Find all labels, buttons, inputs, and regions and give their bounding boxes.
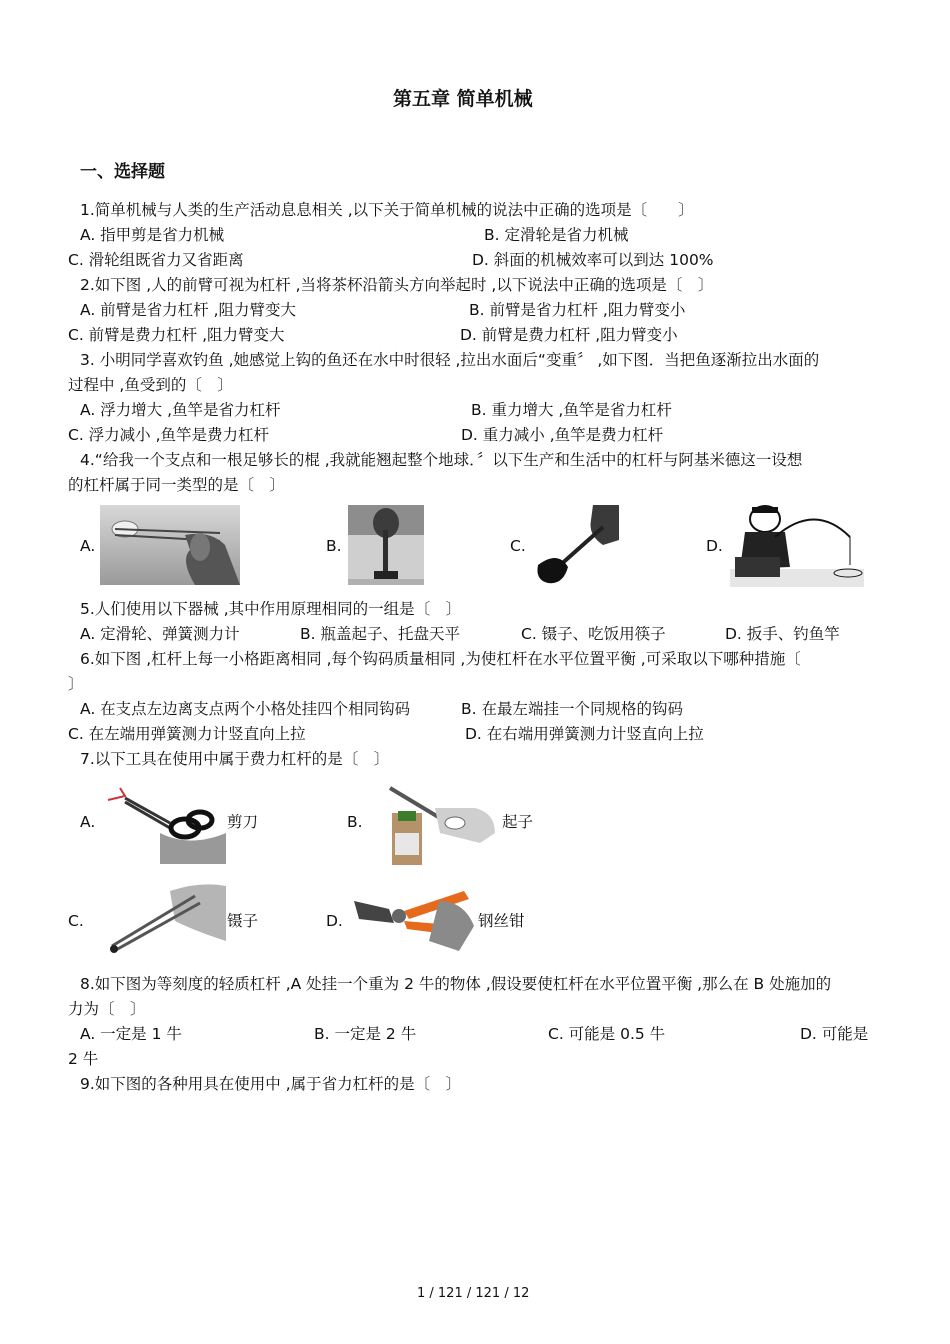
question-6-option-c: C. 在左端用弹簧测力计竖直向上拉 (68, 725, 306, 743)
question-2-option-d: D. 前臂是费力杠杆 ,阻力臂变小 (460, 326, 678, 344)
question-1-stem: 1.简单机械与人类的生产活动息息相关 ,以下关于简单机械的说法中正确的选项是〔 〕 (80, 201, 694, 219)
question-8-option-d: D. 可能是 (800, 1025, 869, 1043)
question-7-option-c-name: 镊子 (227, 912, 259, 930)
question-7-option-d-name: 钢丝钳 (478, 912, 525, 930)
question-1-option-d: D. 斜面的机械效率可以到达 100% (472, 251, 714, 269)
question-3-option-b: B. 重力增大 ,鱼竿是省力杠杆 (471, 401, 672, 419)
question-6-option-d: D. 在右端用弹簧测力计竖直向上拉 (465, 725, 704, 743)
question-3-stem: 3. 小明同学喜欢钓鱼 ,她感觉上钩的鱼还在水中时很轻 ,拉出水面后“变重〞 ,如下图．当把鱼逐渐拉出水面的 (80, 351, 820, 369)
broom-image (533, 505, 619, 585)
page-title: 第五章 简单机械 (393, 88, 533, 110)
question-5-option-c: C. 镊子、吃饭用筷子 (521, 625, 666, 643)
hammer-image (348, 505, 424, 585)
question-6-stem-cont: 〕 (68, 675, 84, 693)
question-9-stem: 9.如下图的各种用具在使用中 ,属于省力杠杆的是〔 〕 (80, 1075, 462, 1093)
tweezers-image (100, 881, 226, 959)
question-8-stem: 8.如下图为等刻度的轻质杠杆 ,A 处挂一个重为 2 牛的物体 ,假设要使杠杆在水平位置平衡 ,那么在 B 处施加的 (80, 975, 832, 993)
question-7-stem: 7.以下工具在使用中属于费力杠杆的是〔 〕 (80, 750, 390, 768)
question-5-option-b: B. 瓶盖起子、托盘天平 (300, 625, 460, 643)
question-2-stem: 2.如下图 ,人的前臂可视为杠杆 ,当将茶杯沿箭头方向举起时 ,以下说法中正确的选项是〔 〕 (80, 276, 714, 294)
question-1-option-b: B. 定滑轮是省力机械 (484, 226, 629, 244)
question-7-option-c: C. (68, 912, 84, 930)
question-7-option-b: B. (347, 813, 363, 831)
question-8-option-b: B. 一定是 2 牛 (314, 1025, 417, 1043)
question-4-option-d: D. (706, 537, 723, 555)
section-heading: 一、选择题 (80, 162, 165, 182)
bottle-opener-image (370, 773, 500, 865)
question-4-stem-cont: 的杠杆属于同一类型的是〔 〕 (68, 476, 286, 494)
question-6-stem: 6.如下图 ,杠杆上每一小格距离相同 ,每个钩码质量相同 ,为使杠杆在水平位置平衡 ,可采取以下哪种措施〔 (80, 650, 801, 668)
chopsticks-image (100, 505, 240, 585)
question-8-option-c: C. 可能是 0.5 牛 (548, 1025, 666, 1043)
question-3-stem-cont: 过程中 ,鱼受到的〔 〕 (68, 376, 233, 394)
question-1-option-c: C. 滑轮组既省力又省距离 (68, 251, 244, 269)
question-4-stem: 4.“给我一个支点和一根足够长的棍 ,我就能翘起整个地球．〞以下生产和生活中的杠杆与阿基米德这一设想 (80, 451, 803, 469)
page-footer: 1 / 121 / 121 / 12 (417, 1286, 530, 1301)
question-5-stem: 5.人们使用以下器械 ,其中作用原理相同的一组是〔 〕 (80, 600, 462, 618)
question-3-option-c: C. 浮力减小 ,鱼竿是费力杠杆 (68, 426, 270, 444)
fishing-image (730, 497, 864, 587)
question-2-option-c: C. 前臂是费力杠杆 ,阻力臂变大 (68, 326, 285, 344)
question-3-option-a: A. 浮力增大 ,鱼竿是省力杠杆 (80, 401, 281, 419)
question-4-option-b: B. (326, 537, 342, 555)
question-8-option-a: A. 一定是 1 牛 (80, 1025, 182, 1043)
question-8-stem-cont: 力为〔 〕 (68, 1000, 146, 1018)
question-5-option-d: D. 扳手、钓鱼竿 (725, 625, 840, 643)
question-4-option-a: A. (80, 537, 96, 555)
pliers-image (349, 881, 477, 959)
question-5-option-a: A. 定滑轮、弹簧测力计 (80, 625, 240, 643)
question-7-option-a: A. (80, 813, 96, 831)
question-2-option-b: B. 前臂是省力杠杆 ,阻力臂变小 (469, 301, 686, 319)
question-4-option-c: C. (510, 537, 526, 555)
question-6-option-a: A. 在支点左边离支点两个小格处挂四个相同钩码 (80, 700, 411, 718)
question-7-option-d: D. (326, 912, 343, 930)
question-8-option-d-cont: 2 牛 (68, 1050, 99, 1068)
question-7-option-b-name: 起子 (502, 813, 534, 831)
question-7-option-a-name: 剪刀 (227, 813, 259, 831)
question-2-option-a: A. 前臂是省力杠杆 ,阻力臂变大 (80, 301, 297, 319)
question-6-option-b: B. 在最左端挂一个同规格的钩码 (461, 700, 683, 718)
question-1-option-a: A. 指甲剪是省力机械 (80, 226, 225, 244)
scissors-image (100, 778, 226, 864)
question-3-option-d: D. 重力减小 ,鱼竿是费力杠杆 (461, 426, 664, 444)
